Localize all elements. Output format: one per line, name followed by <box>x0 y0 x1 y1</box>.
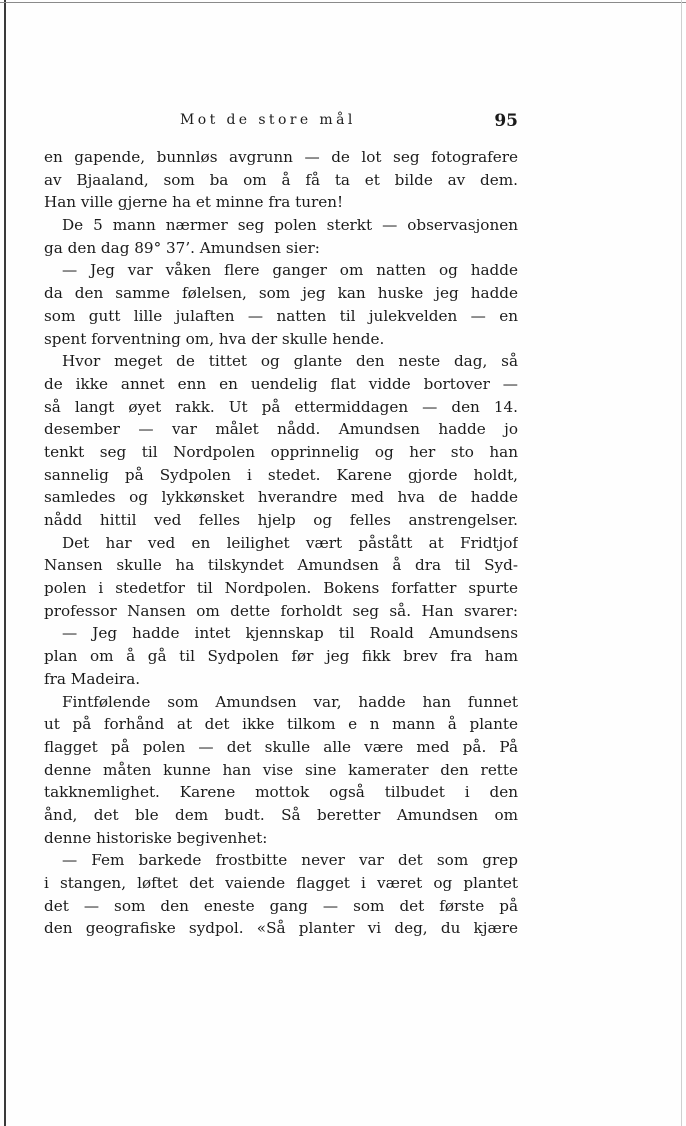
text-line: flagget på polen — det skulle alle være med på. På <box>44 737 518 756</box>
text-line: da den samme følelsen, som jeg kan huske jeg hadde <box>44 284 518 303</box>
text-line: nådd hittil ved felles hjelp og felles anstrengelser. <box>44 511 518 529</box>
text-line: denne historiske begivenhet: <box>44 828 268 847</box>
text-line: Han ville gjerne ha et minne fra turen! <box>44 193 344 212</box>
text-line: så langt øyet rakk. Ut på ettermiddagen — den 14. <box>44 397 518 416</box>
text-line: i stangen, løftet det vaiende flagget i været og plantet <box>44 874 518 892</box>
text-line: ga den dag 89° 37’. Amundsen sier: <box>44 238 320 257</box>
text-line: ut på forhånd at det ikke tilkom e n mann å plante <box>44 715 518 734</box>
text-line: som gutt lille julaften — natten til julekvelden — en <box>44 306 518 325</box>
text-line: de ikke annet enn en uendelig flat vidde bortover — <box>44 374 518 393</box>
text-line: spent forventning om, hva der skulle hende. <box>44 329 385 348</box>
text-line: plan om å gå til Sydpolen før jeg fikk brev fra ham <box>44 647 518 666</box>
text-line: desember — var målet nådd. Amundsen hadde jo <box>44 420 518 439</box>
text-line: av Bjaaland, som ba om å få ta et bilde av dem. <box>44 170 518 189</box>
text-line: tenkt seg til Nordpolen opprinnelig og her sto han <box>44 442 518 461</box>
text-line: det — som den eneste gang — som det første på <box>44 896 518 915</box>
text-line: Nansen skulle ha tilskyndet Amundsen å dra til Syd- <box>44 556 518 575</box>
text-line: ånd, det ble dem budt. Så beretter Amundsen om <box>44 805 518 824</box>
text-line: — Fem barkede frostbitte never var det som grep <box>62 851 518 870</box>
running-head: Mot de store mål <box>180 112 356 128</box>
text-line: fra Madeira. <box>44 669 141 688</box>
text-line: den geografiske sydpol. «Så planter vi deg, du kjære <box>44 919 518 938</box>
text-line: polen i stedetfor til Nordpolen. Bokens forfatter spurte <box>44 579 518 598</box>
page-top-edge <box>0 2 686 3</box>
page-number: 95 <box>494 111 518 131</box>
text-line: — Jeg var våken flere ganger om natten og hadde <box>62 261 518 280</box>
text-line: takknemlighet. Karene mottok også tilbudet i den <box>44 783 518 802</box>
text-line: samledes og lykkønsket hverandre med hva de hadde <box>44 488 518 507</box>
text-line: professor Nansen om dette forholdt seg så. Han svarer: <box>44 601 518 620</box>
text-line: — Jeg hadde intet kjennskap til Roald Amundsens <box>62 624 518 643</box>
text-line: denne måten kunne han vise sine kamerater den rette <box>44 760 518 779</box>
text-line: Det har ved en leilighet vært påstått at Fridtjof <box>62 533 518 552</box>
text-line: Fintfølende som Amundsen var, hadde han funnet <box>62 692 518 711</box>
text-line: Hvor meget de tittet og glante den neste dag, så <box>62 352 518 371</box>
page-left-edge <box>4 0 6 1126</box>
text-line: De 5 mann nærmer seg polen sterkt — observasjonen <box>62 216 518 235</box>
text-line: en gapende, bunnløs avgrunn — de lot seg fotografere <box>44 148 518 166</box>
body-text <box>44 146 518 940</box>
page-header <box>44 108 518 138</box>
page-right-edge <box>681 0 682 1126</box>
text-line: sannelig på Sydpolen i stedet. Karene gjorde holdt, <box>44 465 518 484</box>
